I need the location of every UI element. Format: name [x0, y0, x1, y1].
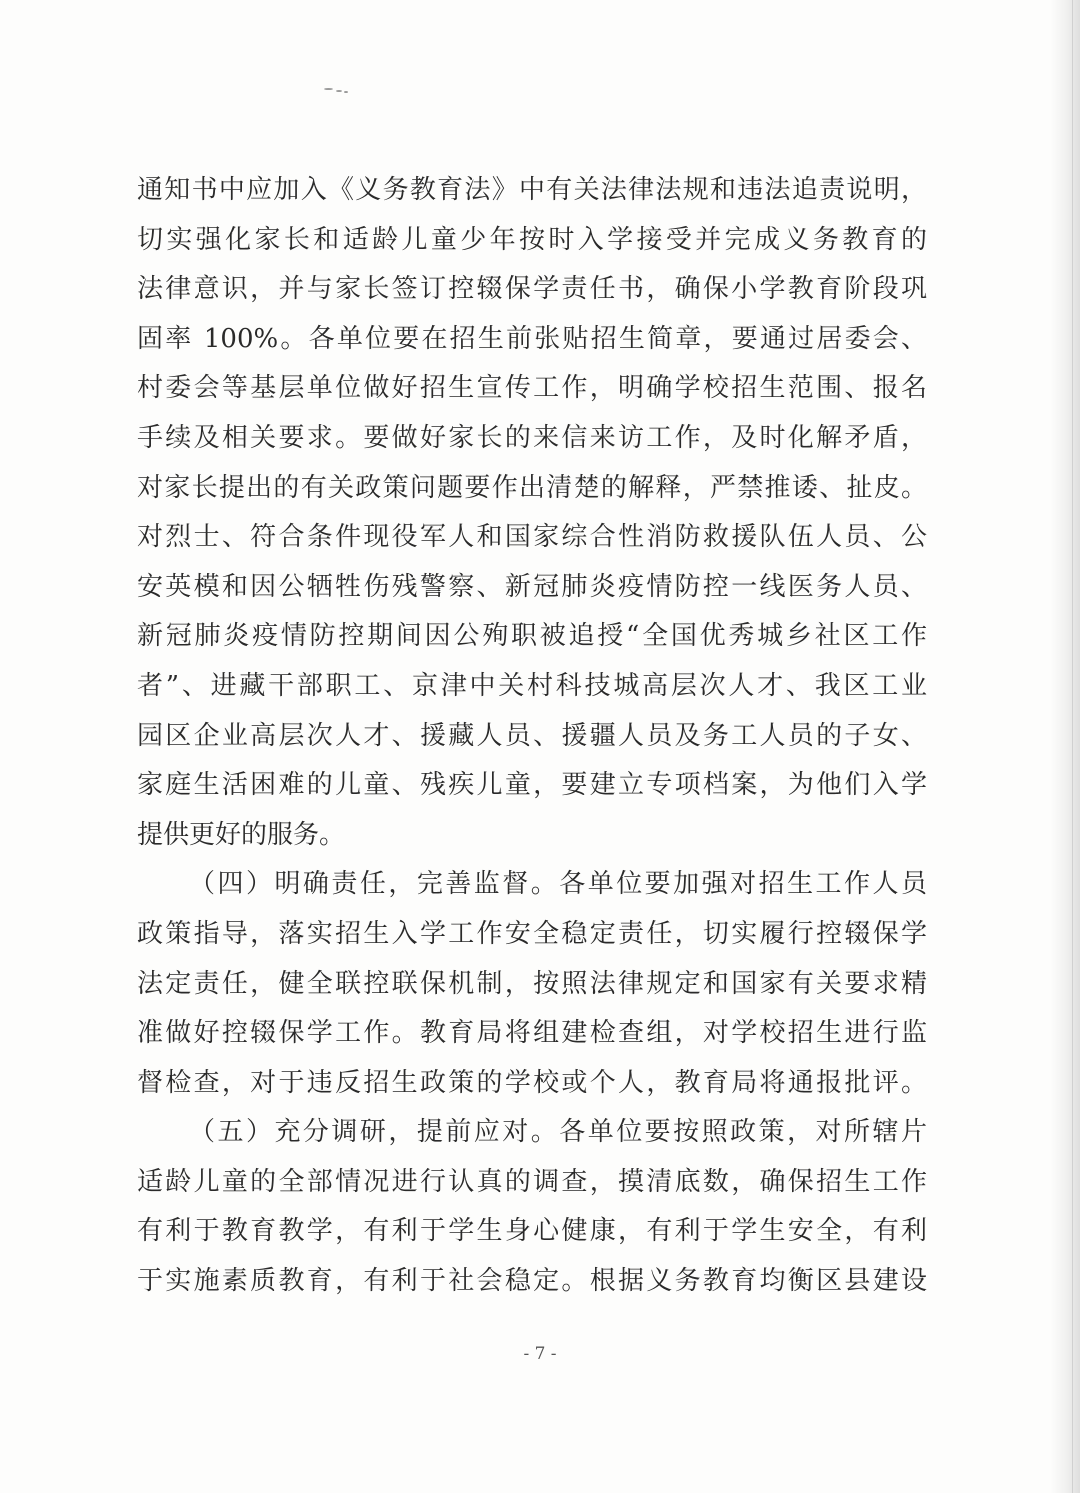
text-line: 法律意识，并与家长签订控辍保学责任书，确保小学教育阶段巩 [137, 274, 927, 305]
text-line: 家庭生活困难的儿童、残疾儿童，要建立专项档案，为他们入学 [137, 770, 927, 801]
text-line: 安英模和因公牺牲伤残警察、新冠肺炎疫情防控一线医务人员、 [137, 571, 927, 602]
text-line: 有利于教育教学，有利于学生身心健康，有利于学生安全，有利 [137, 1216, 927, 1247]
scan-speck [324, 86, 354, 94]
section-heading-line: （五）充分调研，提前应对。各单位要按照政策，对所辖片 [189, 1117, 927, 1148]
text-line: 督检查，对于违反招生政策的学校或个人，教育局将通报批评。 [137, 1067, 927, 1098]
text-line: 村委会等基层单位做好招生宣传工作，明确学校招生范围、报名 [137, 373, 927, 404]
text-line: 新冠肺炎疫情防控期间因公殉职被追授“全国优秀城乡社区工作 [137, 621, 927, 652]
text-line: 适龄儿童的全部情况进行认真的调查，摸清底数，确保招生工作 [137, 1166, 927, 1197]
section-heading-line: （四）明确责任，完善监督。各单位要加强对招生工作人员 [189, 869, 927, 900]
text-line: 园区企业高层次人才、援藏人员、援疆人员及务工人员的子女、 [137, 720, 927, 751]
text-line: 提供更好的服务。 [137, 819, 346, 850]
text-line: 者”、进藏干部职工、京津中关村科技城高层次人才、我区工业 [137, 670, 927, 701]
text-line: 手续及相关要求。要做好家长的来信来访工作，及时化解矛盾， [137, 422, 927, 453]
text-line: 法定责任，健全联控联保机制，按照法律规定和国家有关要求精 [137, 968, 927, 999]
text-line: 政策指导，落实招生入学工作安全稳定责任，切实履行控辍保学 [137, 918, 927, 949]
text-line: 对家长提出的有关政策问题要作出清楚的解释，严禁推诿、扯皮。 [137, 472, 927, 503]
text-line: 通知书中应加入《义务教育法》中有关法律法规和违法追责说明， [137, 175, 927, 205]
text-line: 切实强化家长和适龄儿童少年按时入学接受并完成义务教育的 [137, 224, 927, 255]
text-line: 准做好控辍保学工作。教育局将组建检查组，对学校招生进行监 [137, 1018, 927, 1049]
document-body [137, 166, 927, 1307]
page-number: - 7 - [523, 1344, 557, 1364]
text-line: 对烈士、符合条件现役军人和国家综合性消防救援队伍人员、公 [137, 522, 927, 553]
text-line: 固率 100%。各单位要在招生前张贴招生简章，要通过居委会、 [137, 323, 927, 354]
text-line: 于实施素质教育，有利于社会稳定。根据义务教育均衡区县建设 [137, 1266, 927, 1297]
scan-edge-shadow [1050, 0, 1080, 1493]
